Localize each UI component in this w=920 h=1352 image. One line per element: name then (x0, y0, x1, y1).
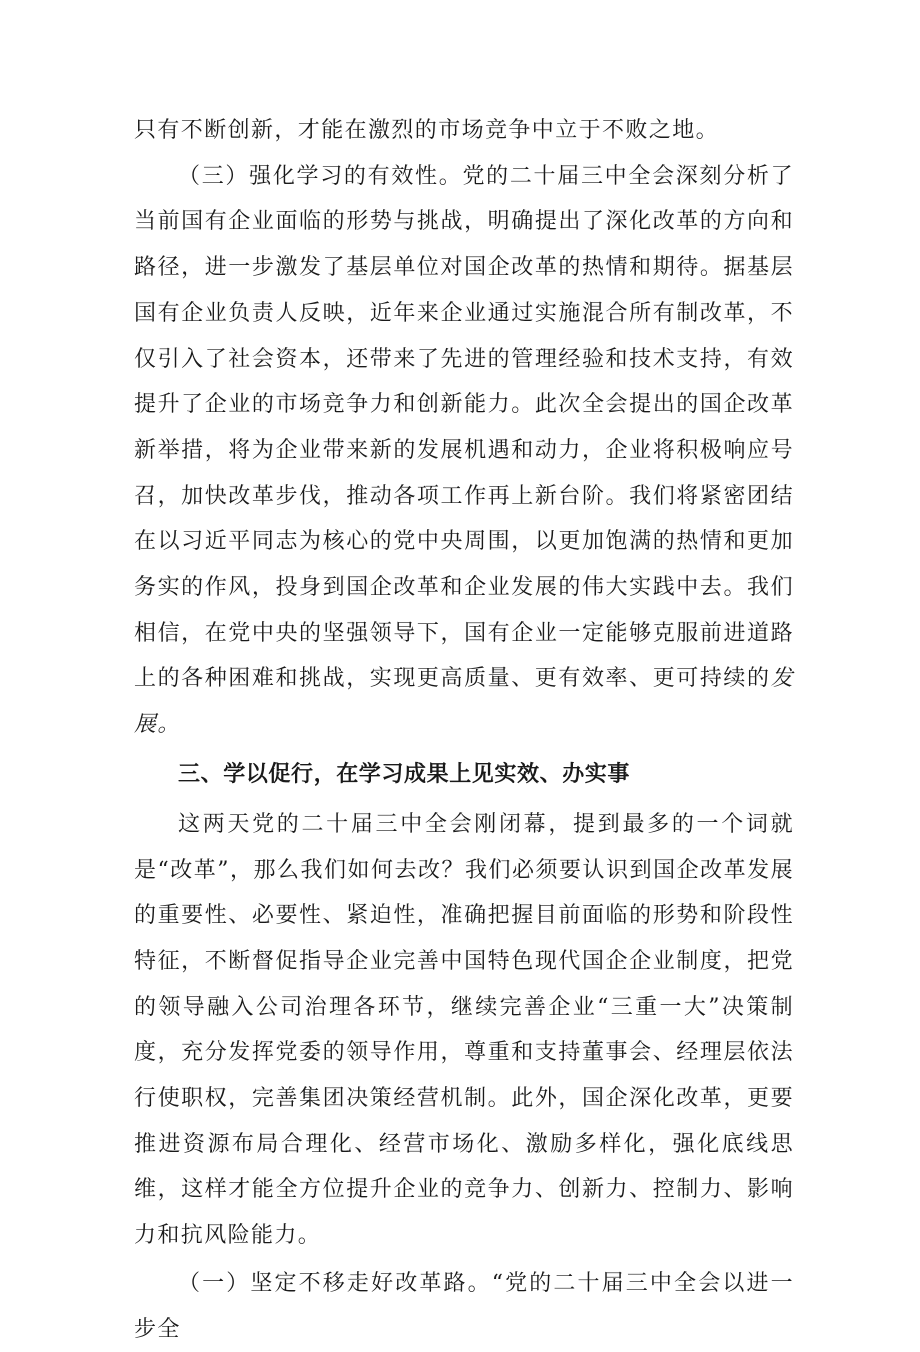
paragraph-section-3-end: 发展。 (134, 666, 794, 738)
document-page (134, 108, 794, 1352)
paragraph-reform: 这两天党的二十届三中全会刚闭幕，提到最多的一个词就是“改革”，那么我们如何去改？我们必须要认识到国企改革发展的重要性、必要性、紧迫性，准确把握目前面临的形势和阶段性特征，不断督促指导企业完善中国特色现代国企企业制度，把党的领导融入公司治理各环节，继续完善企业“三重一大”决策制度，充分发挥党委的领导作用，尊重和支持董事会、经理层依法行使职权，完善集团决策经营机制。此外，国企深化改革，更要推进资源布局合理化、经营市场化、激励多样化，强化底线思维，这样才能全方位提升企业的竞争力、创新力、控制力、影响力和抗风险能力。 (134, 811, 794, 1249)
paragraph-continuation: 只有不断创新，才能在激烈的市场竞争中立于不败之地。 (134, 118, 720, 143)
paragraph-subsection-1: （一）坚定不移走好改革路。“党的二十届三中全会以进一步全 (134, 1270, 794, 1342)
paragraph-section-3 (134, 154, 794, 748)
paragraph-section-3-text: （三）强化学习的有效性。党的二十届三中全会深刻分析了当前国有企业面临的形势与挑战，明确提出了深化改革的方向和路径，进一步激发了基层单位对国企改革的热情和期待。据基层国有企业负责人反映，近年来企业通过实施混合所有制改革，不仅引入了社会资本，还带来了先进的管理经验和技术支持，有效提升了企业的市场竞争力和创新能力。此次全会提出的国企改革新举措，将为企业带来新的发展机遇和动力，企业将积极响应号召，加快改革步伐，推动各项工作再上新台阶。我们将紧密团结在以习近平同志为核心的党中央周围，以更加饱满的热情和更加务实的作风，投身到国企改革和企业发展的伟大实践中去。我们相信，在党中央的坚强领导下，国有企业一定能够克服前进道路上的各种困难和挑战，实现更高质量、更有效率、更可持续的 (134, 163, 794, 692)
section-heading-3: 三、学以促行，在学习成果上见实效、办实事 (178, 761, 631, 787)
